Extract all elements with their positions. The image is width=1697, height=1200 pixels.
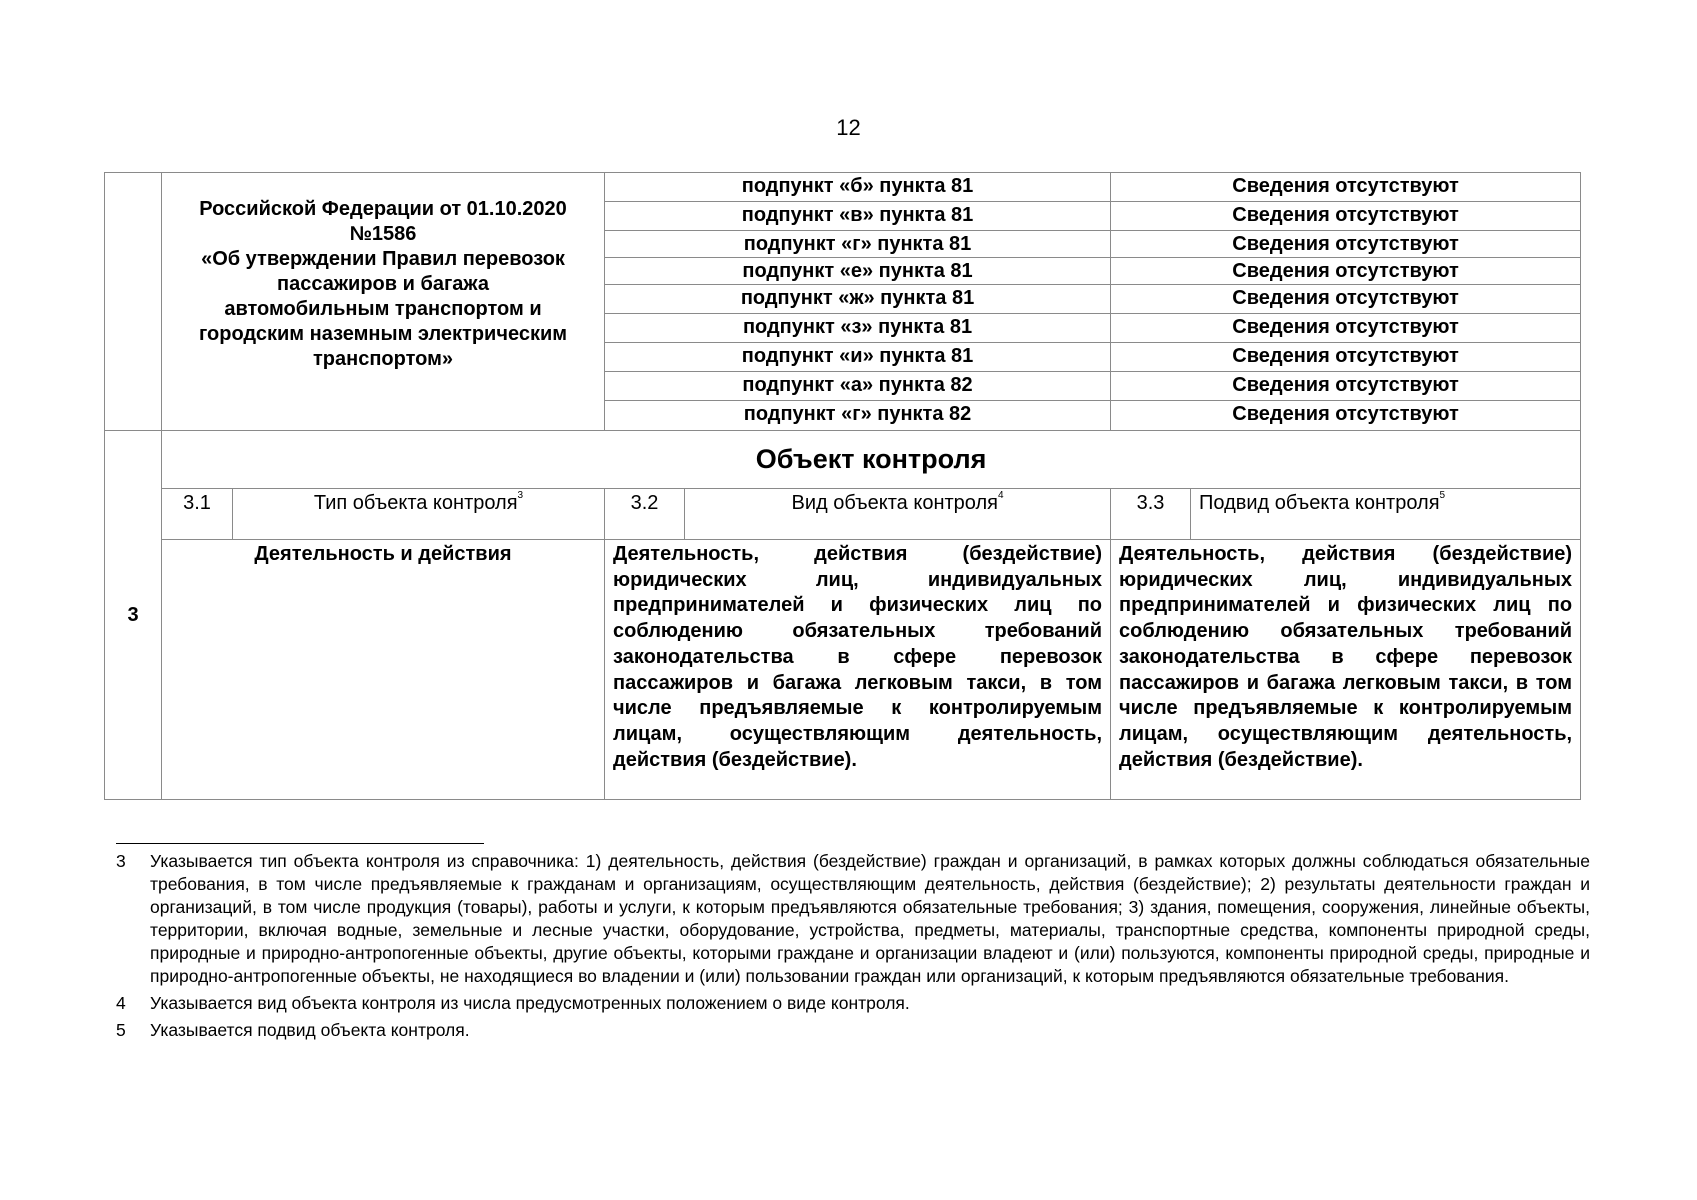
subpoint-cell: подпункт «е» пункта 81 <box>605 258 1111 285</box>
footnote-separator <box>116 843 484 844</box>
law-line: Российской Федерации от 01.10.2020 <box>199 198 567 220</box>
subpoint-cell: подпункт «в» пункта 81 <box>605 202 1111 231</box>
footnote-ref[interactable]: 3 <box>517 490 524 501</box>
status-cell: Сведения отсутствуют <box>1111 314 1581 343</box>
footnote-number: 3 <box>116 851 126 871</box>
page-number: 12 <box>836 115 861 140</box>
footnote-number: 4 <box>116 993 126 1013</box>
footnote-text: Указывается подвид объекта контроля. <box>150 1020 470 1040</box>
footnote-text: Указывается тип объекта контроля из справочника: 1) деятельность, действия (бездействие) граждан и организаций, в рамках которых должны соблюдаться обязательные требования, в том числе предъявляемые к гражданам и организациям, осуществляющим деятельность, действия (бездействие); 2) результаты деятельности граждан и организаций, в том числе продукция (товары), работы и услуги, к которым предъявляются обязательные требования; 3) здания, помещения, сооружения, линейные объекты, территории, включая водные, земельные и лесные участки, оборудование, устройства, предметы, материалы, транспортные средства, компоненты природной среды, природные и природно-антропогенные объекты, другие объекты, которыми граждане и организации владеют и (или) пользуются, компоненты природной среды, природные и природно-антропогенные объекты, не находящиеся во владении и (или) пользовании граждан или организаций, к которым предъявляются обязательные требования. <box>150 851 1590 986</box>
law-line: №1586 <box>349 223 417 245</box>
section-values-row <box>105 540 1581 800</box>
law-line: автомобильным транспортом и <box>224 298 542 320</box>
law-line: «Об утверждении Правил перевозок <box>201 248 565 270</box>
col-subkind-number: 3.3 <box>1111 489 1191 540</box>
col-subkind-header: Подвид объекта контроля$^5$ <box>1191 489 1581 540</box>
footnote-ref[interactable]: 5 <box>1439 490 1446 501</box>
subpoint-cell: подпункт «ж» пункта 81 <box>605 285 1111 314</box>
object-subkind-value: Деятельность, действия (бездействие) юридических лиц, индивидуальных предпринимателей и физических лиц по соблюдению обязательных требований законодательства в сфере перевозок пассажиров и багажа легковым такси, в том числе предъявляемые к контролируемым лицам, осуществляющим деятельность, действия (бездействие). <box>1111 540 1581 800</box>
subpoint-cell: подпункт «з» пункта 81 <box>605 314 1111 343</box>
col-type-header: Тип объекта контроля$^3$ <box>233 489 605 540</box>
subpoint-cell: подпункт «а» пункта 82 <box>605 372 1111 401</box>
law-reference-cell <box>162 173 605 431</box>
col-kind-number: 3.2 <box>605 489 685 540</box>
status-cell: Сведения отсутствуют <box>1111 372 1581 401</box>
status-cell: Сведения отсутствуют <box>1111 173 1581 202</box>
section-title: Объект контроля <box>162 431 1581 489</box>
law-line: транспортом» <box>313 348 453 370</box>
table-row <box>105 173 1581 202</box>
footnotes <box>116 850 1590 1046</box>
footnote-text: Указывается вид объекта контроля из числа предусмотренных положением о виде контроля. <box>150 993 910 1013</box>
footnote <box>116 1019 1590 1042</box>
section-header-row <box>105 489 1581 540</box>
control-object-table <box>104 172 1581 800</box>
object-kind-value: Деятельность, действия (бездействие) юридических лиц, индивидуальных предпринимателей и физических лиц по соблюдению обязательных требований законодательства в сфере перевозок пассажиров и багажа легковым такси, в том числе предъявляемые к контролируемым лицам, осуществляющим деятельность, действия (бездействие). <box>605 540 1111 800</box>
col-kind-header: Вид объекта контроля$^4$ <box>685 489 1111 540</box>
subpoint-cell: подпункт «г» пункта 82 <box>605 401 1111 431</box>
footnote <box>116 992 1590 1015</box>
footnote-ref[interactable]: 4 <box>997 490 1004 501</box>
footnote-number: 5 <box>116 1020 126 1040</box>
object-type-value: Деятельность и действия <box>162 540 605 800</box>
section-title-row <box>105 431 1581 489</box>
status-cell: Сведения отсутствуют <box>1111 343 1581 372</box>
status-cell: Сведения отсутствуют <box>1111 202 1581 231</box>
subpoint-cell: подпункт «г» пункта 81 <box>605 231 1111 258</box>
status-cell: Сведения отсутствуют <box>1111 258 1581 285</box>
status-cell: Сведения отсутствуют <box>1111 285 1581 314</box>
col-type-number: 3.1 <box>162 489 233 540</box>
subpoint-cell: подпункт «и» пункта 81 <box>605 343 1111 372</box>
row-number-cell <box>105 173 162 431</box>
status-cell: Сведения отсутствуют <box>1111 401 1581 431</box>
subpoint-cell: подпункт «б» пункта 81 <box>605 173 1111 202</box>
status-cell: Сведения отсутствуют <box>1111 231 1581 258</box>
footnote <box>116 850 1590 988</box>
law-line: пассажиров и багажа <box>277 273 489 295</box>
section-number: 3 <box>105 431 162 800</box>
law-line: городским наземным электрическим <box>198 323 568 345</box>
